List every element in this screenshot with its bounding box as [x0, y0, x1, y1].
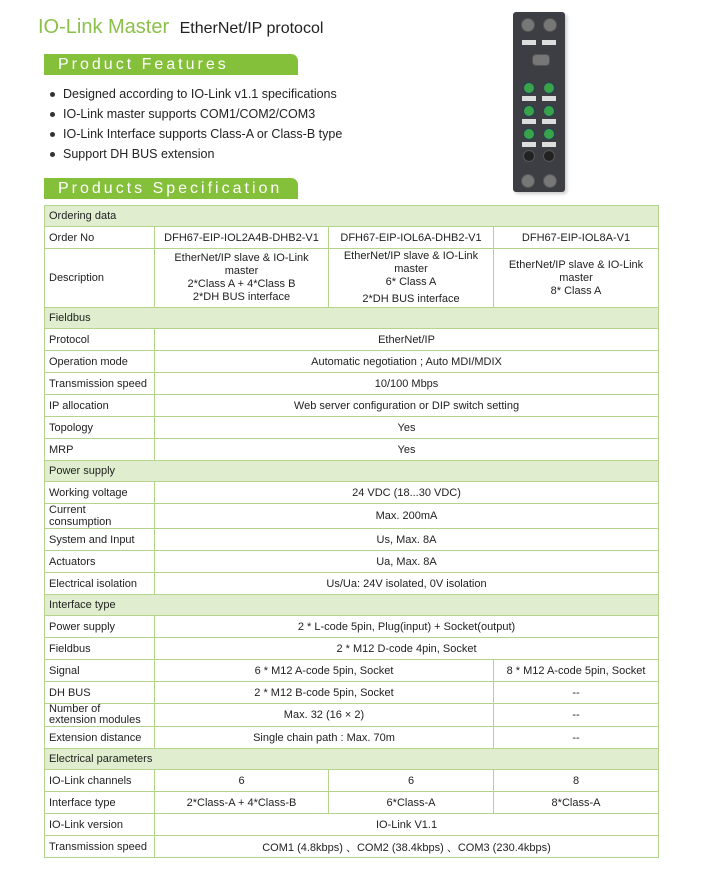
bullet-icon — [50, 152, 55, 157]
port-icon — [523, 150, 535, 162]
feature-item: Support DH BUS extension — [50, 144, 342, 164]
connector-icon — [543, 18, 557, 32]
order-no: DFH67-EIP-IOL8A-V1 — [494, 227, 659, 249]
table-row: Working voltage 24 VDC (18...30 VDC) — [45, 482, 659, 504]
table-row: Operation mode Automatic negotiation ; Auto MDI/MDIX — [45, 351, 659, 373]
table-row: Actuators Ua, Max. 8A — [45, 551, 659, 573]
product-features-banner: Product Features — [44, 54, 298, 75]
table-row: Electrical isolation Us/Ua: 24V isolated, 0V isolation — [45, 573, 659, 595]
specification-table — [44, 205, 659, 858]
feature-list — [50, 84, 342, 164]
table-row: Interface type 2*Class-A + 4*Class-B 6*Class-A 8*Class-A — [45, 792, 659, 814]
table-row: Transmission speed 10/100 Mbps — [45, 373, 659, 395]
port-icon — [523, 105, 535, 117]
table-row: Protocol EtherNet/IP — [45, 329, 659, 351]
port-icon — [543, 105, 555, 117]
title-main: IO-Link Master — [38, 16, 170, 38]
products-specification-banner: Products Specification — [44, 178, 298, 199]
connector-icon — [543, 174, 557, 188]
order-no: DFH67-EIP-IOL6A-DHB2-V1 — [329, 227, 494, 249]
port-icon — [543, 82, 555, 94]
table-row: Number of extension modules Max. 32 (16 × 2) -- — [45, 704, 659, 727]
table-row: Power supply 2 * L-code 5pin, Plug(input) + Socket(output) — [45, 616, 659, 638]
table-row: Extension distance Single chain path : Max. 70m -- — [45, 727, 659, 749]
bullet-icon — [50, 92, 55, 97]
description-cell: EtherNet/IP slave & IO-Link master 8* Class A — [494, 249, 659, 308]
section-power-supply: Power supply — [45, 461, 659, 482]
order-no: DFH67-EIP-IOL2A4B-DHB2-V1 — [155, 227, 329, 249]
connector-icon — [521, 174, 535, 188]
section-electrical-parameters: Electrical parameters — [45, 749, 659, 770]
bullet-icon — [50, 112, 55, 117]
port-icon — [523, 82, 535, 94]
table-row: IO-Link version IO-Link V1.1 — [45, 814, 659, 836]
table-row: Description EtherNet/IP slave & IO-Link master 2*Class A + 4*Class B 2*DH BUS interface EtherNet/IP slave & IO-Link master 6* Class A 2*DH BUS interface EtherNet/IP slave & IO-Link master 8* Class A — [45, 249, 659, 308]
description-cell: EtherNet/IP slave & IO-Link master 2*Class A + 4*Class B 2*DH BUS interface — [155, 249, 329, 308]
table-row: System and Input Us, Max. 8A — [45, 529, 659, 551]
bullet-icon — [50, 132, 55, 137]
page-title — [38, 16, 323, 39]
table-row: Signal 6 * M12 A-code 5pin, Socket 8 * M12 A-code 5pin, Socket — [45, 660, 659, 682]
feature-item: Designed according to IO-Link v1.1 specifications — [50, 84, 342, 104]
table-row: Order No DFH67-EIP-IOL2A4B-DHB2-V1 DFH67-EIP-IOL6A-DHB2-V1 DFH67-EIP-IOL8A-V1 — [45, 227, 659, 249]
table-row: Current consumption Max. 200mA — [45, 504, 659, 529]
table-row: IO-Link channels 6 6 8 — [45, 770, 659, 792]
table-row: Transmission speed COM1 (4.8kbps) 、COM2 (38.4kbps) 、COM3 (230.4kbps) — [45, 836, 659, 858]
product-image — [513, 12, 565, 192]
table-row: MRP Yes — [45, 439, 659, 461]
connector-icon — [532, 54, 550, 66]
port-icon — [543, 150, 555, 162]
connector-icon — [521, 18, 535, 32]
port-icon — [543, 128, 555, 140]
table-row: IP allocation Web server configuration or DIP switch setting — [45, 395, 659, 417]
table-row: Topology Yes — [45, 417, 659, 439]
description-cell: EtherNet/IP slave & IO-Link master 6* Class A 2*DH BUS interface — [329, 249, 494, 308]
section-interface-type: Interface type — [45, 595, 659, 616]
title-sub: EtherNet/IP protocol — [179, 20, 324, 37]
section-ordering-data: Ordering data — [45, 206, 659, 227]
feature-item: IO-Link Interface supports Class-A or Class-B type — [50, 124, 342, 144]
section-fieldbus: Fieldbus — [45, 308, 659, 329]
table-row: Fieldbus 2 * M12 D-code 4pin, Socket — [45, 638, 659, 660]
table-row: DH BUS 2 * M12 B-code 5pin, Socket -- — [45, 682, 659, 704]
port-icon — [523, 128, 535, 140]
feature-item: IO-Link master supports COM1/COM2/COM3 — [50, 104, 342, 124]
